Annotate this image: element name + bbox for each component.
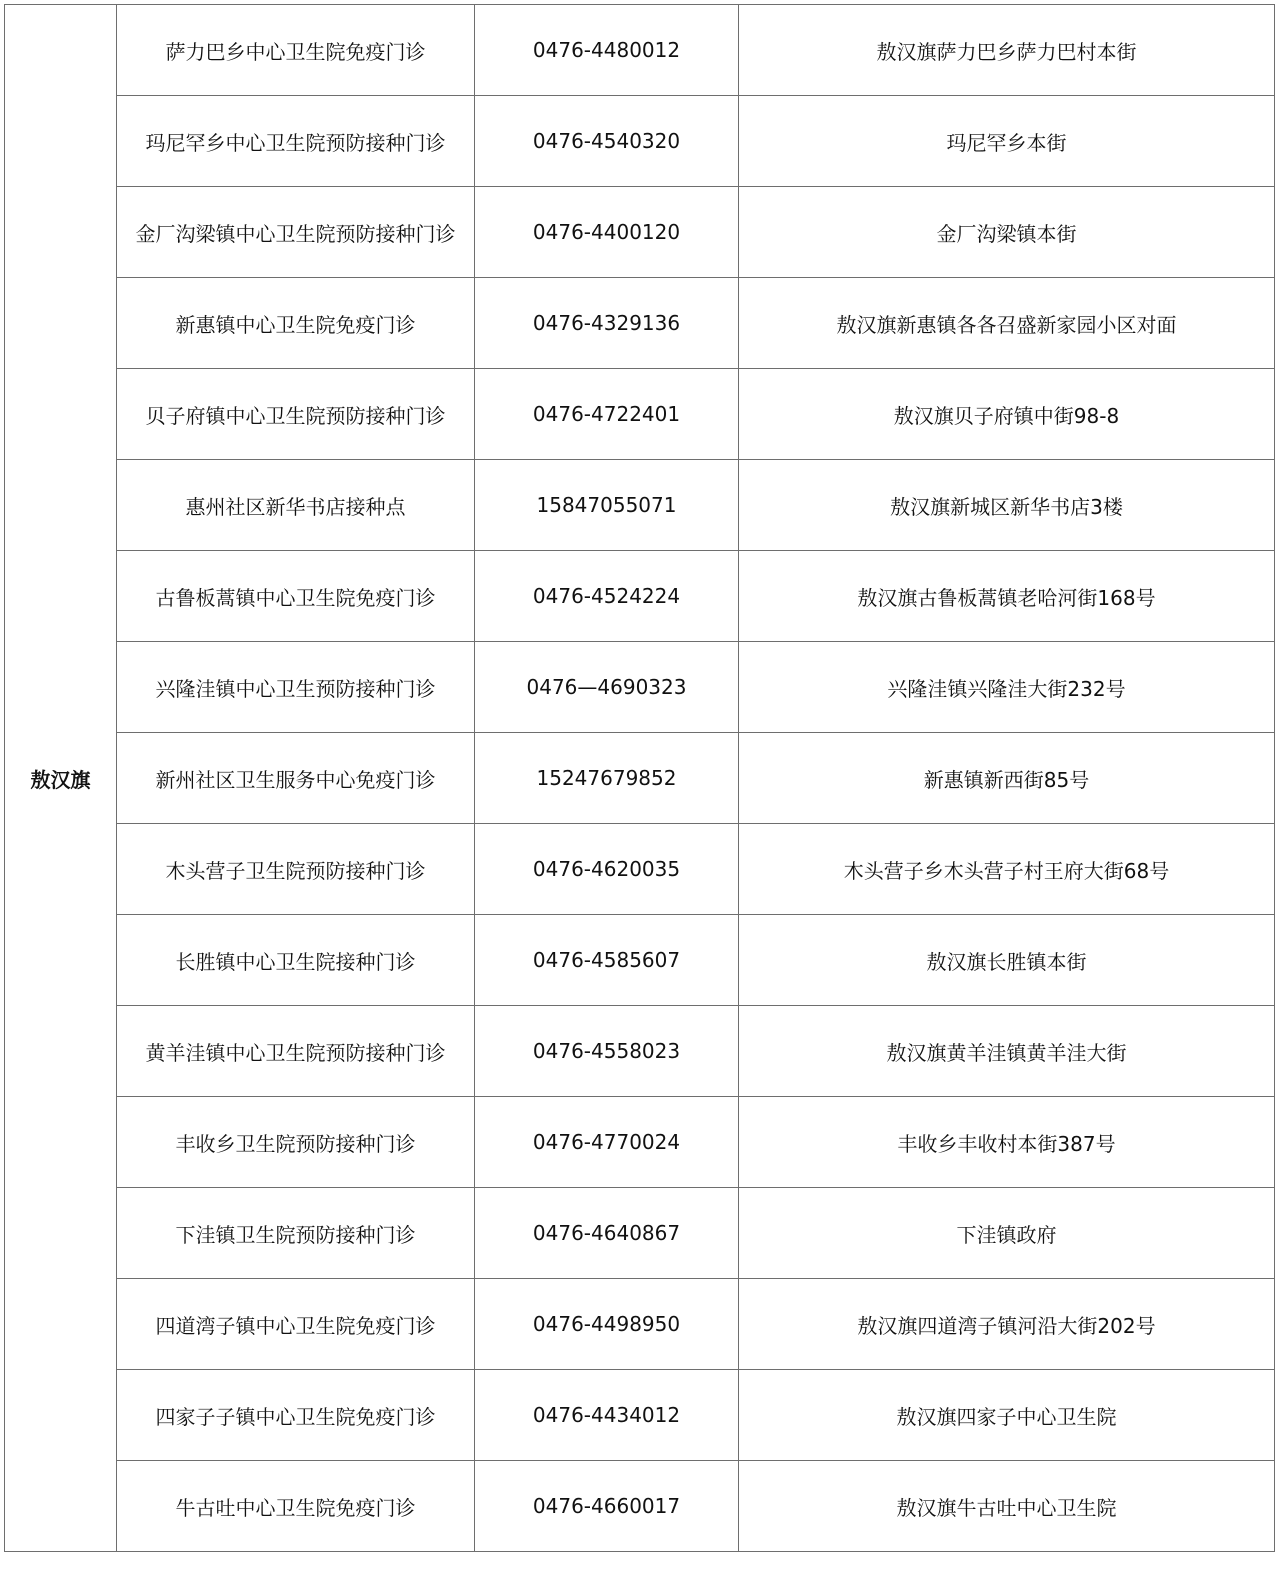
clinic-phone-cell: 0476—4690323 <box>475 642 739 733</box>
clinic-address-cell: 敖汉旗黄羊洼镇黄羊洼大街 <box>739 1006 1275 1097</box>
clinic-phone-cell: 0476-4400120 <box>475 187 739 278</box>
clinic-address-cell: 木头营子乡木头营子村王府大街68号 <box>739 824 1275 915</box>
clinic-name-cell: 四家子子镇中心卫生院免疫门诊 <box>117 1370 475 1461</box>
clinic-address-cell: 敖汉旗萨力巴乡萨力巴村本街 <box>739 5 1275 96</box>
table-row <box>5 96 1275 187</box>
clinic-name-cell: 兴隆洼镇中心卫生预防接种门诊 <box>117 642 475 733</box>
clinic-address-cell: 新惠镇新西街85号 <box>739 733 1275 824</box>
clinic-name-cell: 长胜镇中心卫生院接种门诊 <box>117 915 475 1006</box>
clinic-phone-cell: 0476-4722401 <box>475 369 739 460</box>
clinic-name-cell: 贝子府镇中心卫生院预防接种门诊 <box>117 369 475 460</box>
clinic-name-cell: 新惠镇中心卫生院免疫门诊 <box>117 278 475 369</box>
table-row <box>5 460 1275 551</box>
clinic-phone-cell: 0476-4620035 <box>475 824 739 915</box>
clinic-phone-cell: 0476-4660017 <box>475 1461 739 1552</box>
clinic-address-cell: 敖汉旗贝子府镇中街98-8 <box>739 369 1275 460</box>
clinic-phone-cell: 0476-4558023 <box>475 1006 739 1097</box>
table-row <box>5 1461 1275 1552</box>
table-row <box>5 369 1275 460</box>
clinic-address-cell: 下洼镇政府 <box>739 1188 1275 1279</box>
table-row <box>5 915 1275 1006</box>
clinic-name-cell: 牛古吐中心卫生院免疫门诊 <box>117 1461 475 1552</box>
clinic-address-cell: 敖汉旗古鲁板蒿镇老哈河街168号 <box>739 551 1275 642</box>
clinic-phone-cell: 0476-4640867 <box>475 1188 739 1279</box>
clinic-name-cell: 丰收乡卫生院预防接种门诊 <box>117 1097 475 1188</box>
clinic-table-body <box>5 5 1275 1552</box>
clinic-name-cell: 四道湾子镇中心卫生院免疫门诊 <box>117 1279 475 1370</box>
clinic-name-cell: 惠州社区新华书店接种点 <box>117 460 475 551</box>
table-row <box>5 278 1275 369</box>
clinic-address-cell: 敖汉旗四道湾子镇河沿大街202号 <box>739 1279 1275 1370</box>
clinic-address-cell: 敖汉旗长胜镇本街 <box>739 915 1275 1006</box>
clinic-name-cell: 黄羊洼镇中心卫生院预防接种门诊 <box>117 1006 475 1097</box>
table-row <box>5 824 1275 915</box>
clinic-table-sheet <box>4 4 1275 1552</box>
clinic-phone-cell: 0476-4498950 <box>475 1279 739 1370</box>
clinic-phone-cell: 15247679852 <box>475 733 739 824</box>
table-row <box>5 187 1275 278</box>
clinic-address-cell: 敖汉旗四家子中心卫生院 <box>739 1370 1275 1461</box>
clinic-phone-cell: 0476-4585607 <box>475 915 739 1006</box>
clinic-name-cell: 下洼镇卫生院预防接种门诊 <box>117 1188 475 1279</box>
clinic-phone-cell: 0476-4480012 <box>475 5 739 96</box>
table-row <box>5 642 1275 733</box>
table-row <box>5 551 1275 642</box>
clinic-phone-cell: 15847055071 <box>475 460 739 551</box>
table-row <box>5 1006 1275 1097</box>
clinic-table <box>4 4 1275 1552</box>
table-row <box>5 733 1275 824</box>
clinic-address-cell: 敖汉旗新城区新华书店3楼 <box>739 460 1275 551</box>
clinic-phone-cell: 0476-4770024 <box>475 1097 739 1188</box>
clinic-name-cell: 古鲁板蒿镇中心卫生院免疫门诊 <box>117 551 475 642</box>
clinic-phone-cell: 0476-4540320 <box>475 96 739 187</box>
clinic-name-cell: 萨力巴乡中心卫生院免疫门诊 <box>117 5 475 96</box>
clinic-phone-cell: 0476-4524224 <box>475 551 739 642</box>
clinic-phone-cell: 0476-4329136 <box>475 278 739 369</box>
table-row <box>5 1370 1275 1461</box>
table-row <box>5 5 1275 96</box>
clinic-address-cell: 敖汉旗新惠镇各各召盛新家园小区对面 <box>739 278 1275 369</box>
clinic-phone-cell: 0476-4434012 <box>475 1370 739 1461</box>
table-row <box>5 1279 1275 1370</box>
clinic-address-cell: 丰收乡丰收村本街387号 <box>739 1097 1275 1188</box>
table-row <box>5 1097 1275 1188</box>
clinic-name-cell: 金厂沟梁镇中心卫生院预防接种门诊 <box>117 187 475 278</box>
clinic-address-cell: 玛尼罕乡本街 <box>739 96 1275 187</box>
clinic-address-cell: 兴隆洼镇兴隆洼大街232号 <box>739 642 1275 733</box>
clinic-name-cell: 新州社区卫生服务中心免疫门诊 <box>117 733 475 824</box>
clinic-name-cell: 玛尼罕乡中心卫生院预防接种门诊 <box>117 96 475 187</box>
table-row <box>5 1188 1275 1279</box>
district-cell: 敖汉旗 <box>5 5 117 1552</box>
clinic-address-cell: 敖汉旗牛古吐中心卫生院 <box>739 1461 1275 1552</box>
clinic-address-cell: 金厂沟梁镇本街 <box>739 187 1275 278</box>
clinic-name-cell: 木头营子卫生院预防接种门诊 <box>117 824 475 915</box>
